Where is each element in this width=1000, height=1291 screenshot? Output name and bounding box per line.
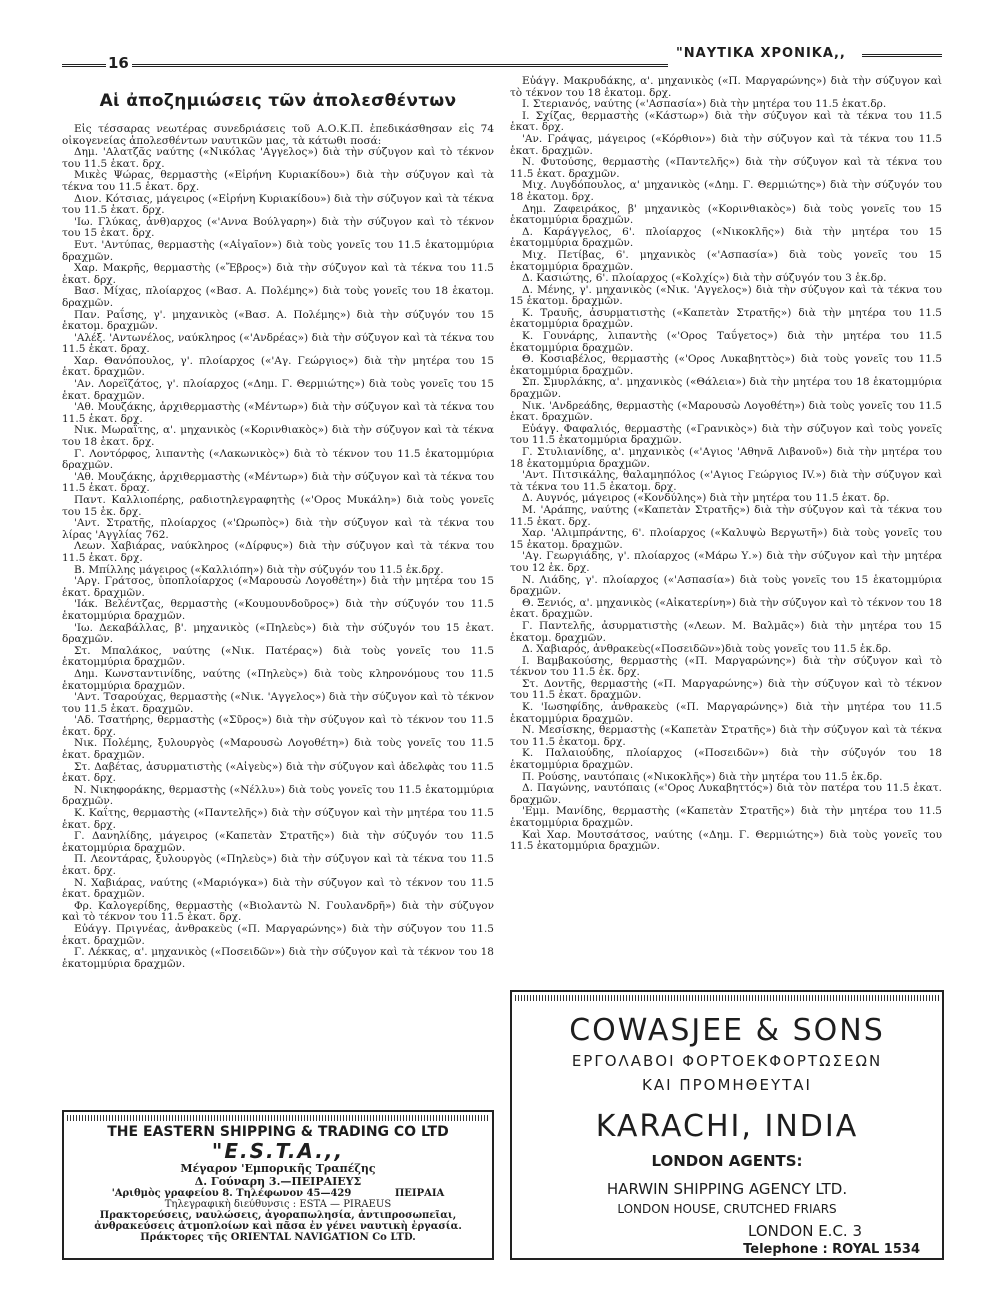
compensation-entry: Παν. Ραΐσης, γ'. μηχανικὸς («Βασ. Α. Πολέμης») διὰ τὴν σύζυγόν του 15 ἑκατομ. δραχμῶν.: [62, 308, 494, 333]
esta-address: Δ. Γούναρη 3.—ΠΕΙΡΑΙΕΥΣ: [194, 1175, 362, 1188]
compensation-entry: 'Αν. Γράψας, μάγειρος («Κόρθιον») διὰ τὴν σύζυγον καὶ τὰ τέκνα του 11.5 ἑκατ. δραχμῶν.: [510, 132, 942, 157]
compensation-entry: Εὐάγγ. Πριγνέας, ἀνθρακεὺς («Π. Μαργαρώνης») διὰ τὴν σύζυγον του 11.5 ἑκατ. δραχμῶν.: [62, 922, 494, 947]
compensation-entry: Θ. Ξενιός, α'. μηχανικὸς («Αἰκατερίνη») διὰ τὴν σύζυγον καὶ τὸ τέκνον του 18 ἑκατ. δραχμῶν.: [510, 596, 942, 621]
compensation-entry: Κ. Τραυῆς, ἀσυρματιστὴς («Καπετὰν Στρατῆς») διὰ τὴν μητέρα του 11.5 ἑκατομμύρια δραχμῶν.: [510, 306, 942, 331]
compensation-entry: Ι. Βαμβακούσης, θερμαστὴς («Π. Μαργαρώνης») διὰ τὴν σύζυγον καὶ τὸ τέκνον του 11.5 ἑκ. δρχ.: [510, 654, 942, 679]
compensation-entry: Λεων. Χαβιάρας, ναύκληρος («Δίρφυς») διὰ τὴν σύζυγον καὶ τὰ τέκνα του 11.5 ἑκατ. δρχ.: [62, 540, 494, 564]
compensation-entry: Δ. Κασιώτης, 6'. πλοίαρχος («Κολχίς») διὰ τὴν σύζυγόν του 3 ἑκ.δρ.: [522, 272, 887, 285]
compensation-entry: Ν. Νικηφοράκης, θερμαστὴς («Νέλλυ») διὰ τοὺς γονεῖς του 11.5 ἑκατομμύρια δραχμῶν.: [62, 783, 494, 808]
compensation-entry: Δ. Χαβιαρός, ἀνθρακεὺς(«Ποσειδῶν»)διὰ τοὺς γονεῖς του 11.5 ἑκ.δρ.: [522, 643, 892, 656]
right-entries-list: [510, 76, 942, 853]
compensation-entry: Παντ. Καλλιοπέρης, ραδιοτηλεγραφητὴς («'Ορος Μυκάλη») διὰ τοὺς γονεῖς του 15 ἑκ. δρχ.: [62, 494, 494, 518]
cowasjee-postal: LONDON E.C. 3: [748, 1222, 862, 1240]
compensation-entry: 'Αντ. Τσαρούχας, θερμαστὴς («Νικ. 'Αγγελος») διὰ τὴν σύζυγον καὶ τὸ τέκνον του 11.5 ἑκατ. δραχμῶν.: [62, 691, 494, 715]
compensation-entry: Μικὲς Ψώρας, θερμαστὴς («Εἰρήνη Κυριακίδου») διὰ τὴν σύζυγον καὶ τὰ τέκνα του 11.5 ἑκατ. δρχ.: [62, 169, 494, 193]
compensation-entry: Ν. Μεσίσκης, θερμαστὴς («Καπετὰν Στρατῆς») διὰ τὴν σύζυγον καὶ τὰ τέκνα του 11.5 ἑκατομ. δρχ.: [510, 724, 942, 748]
compensation-entry: Νικ. Πολέμης, ξυλουργὸς («Μαρουσὼ Λογοθέτη») διὰ τοὺς γονεῖς του 11.5 ἑκατ. δραχμῶν.: [62, 737, 494, 762]
compensation-entry: Ευτ. 'Αντύπας, θερμαστὴς («Αἰγαῖον») διὰ τοὺς γονεῖς του 11.5 ἑκατομμύρια δραχμῶν.: [62, 238, 494, 263]
esta-phone-row: [64, 1188, 492, 1199]
esta-company-name: THE EASTERN SHIPPING & TRADING CO LTD: [107, 1124, 449, 1140]
compensation-entry: 'Αργ. Γράτσος, ὑποπλοίαρχος («Μαρουσὼ Λογοθέτη») διὰ τὴν μητέρα του 15 ἑκατ. δραχμῶν.: [62, 575, 494, 599]
compensation-entry: Θ. Κοσιαβέλος, θερμαστὴς («'Ορος Λυκαβηττὸς») διὰ τοὺς γονεῖς του 11.5 ἑκατομμύρια δραχμῶν.: [510, 353, 942, 377]
esta-short-name: "E.S.T.A.,,: [211, 1139, 345, 1163]
compensation-entry: Μιχ. Λυγδόπουλος, α' μηχανικὸς («Δημ. Γ. Θερμιώτης») διὰ τὴν σύζυγόν του 18 ἑκατομ. δρχ.: [510, 179, 942, 203]
compensation-entry: Νικ. Μωραΐτης, α'. μηχανικὸς («Κορινθιακὸς») διὰ τὴν σύζυγον καὶ τὰ τέκνα του 18 ἑκατ. δρχ.: [62, 424, 494, 449]
esta-agents: Πράκτορες τῆς ORIENTAL NAVIGATION Co LTD.: [140, 1232, 416, 1243]
compensation-entry: Γ. Παντελῆς, ἀσυρματιστὴς («Λεων. Μ. Βαλμᾶς») διὰ τὴν μητέρα του 15 ἑκατομ. δραχμῶν.: [510, 619, 942, 644]
compensation-entry: Γ. Λέκκας, α'. μηχανικὸς («Ποσειδῶν») διὰ τὴν σύζυγον καὶ τὰ τέκνον του 18 ἑκατομμύρια δραχμῶν.: [62, 946, 494, 970]
compensation-entry: 'Αθ. Μουζάκης, ἀρχιθερμαστὴς («Μέντωρ») διὰ τὴν σύζυγον καὶ τὰ τέκνα του 11.5 ἑκατ. δραχ.: [62, 470, 494, 495]
esta-top-border: [67, 1115, 489, 1121]
compensation-entry: Στ. Μπαλάκος, ναύτης («Νικ. Πατέρας») διὰ τοὺς γονεῖς του 11.5 ἑκατομμύρια δραχμῶν.: [62, 644, 494, 669]
cowasjee-advertisement: [510, 990, 944, 1260]
compensation-entry: Νικ. 'Ανδρεάδης, θερμαστὴς («Μαρουσὼ Λογοθέτη») διὰ τοὺς γονεῖς του 11.5 ἑκατ. δραχμῶν.: [510, 399, 942, 424]
esta-building: Μέγαρον 'Εμπορικῆς Τραπέζης: [180, 1162, 376, 1175]
compensation-entry: Γ. Δανηλίδης, μάγειρος («Καπετὰν Στρατῆς») διὰ τὴν σύζυγόν του 11.5 ἑκατομμύρια δραχμῶν.: [62, 830, 494, 854]
compensation-entry: Καὶ Χαρ. Μουτσάτσος, ναύτης («Δημ. Γ. Θερμιώτης») διὰ τοὺς γονεῖς του 11.5 ἑκατομμύρια δραχμῶν.: [510, 828, 942, 853]
cowasjee-company-name: COWASJEE & SONS: [569, 1013, 885, 1048]
compensation-entry: Π. Ρούσης, ναυτόπαις («Νικοκλῆς») διὰ τὴν μητέρα του 11.5 ἑκ.δρ.: [522, 770, 883, 783]
compensation-entry: Π. Λεοντάρας, ξυλουργὸς («Πηλεὺς») διὰ τὴν σύζυγον καὶ τὰ τέκνα του 11.5 ἑκατ. δρχ.: [62, 853, 494, 877]
compensation-entry: Δημ. Ζαφειράκος, β' μηχανικὸς («Κορινθιακὸς») διὰ τοὺς γονεῖς του 15 ἑκατομμύρια δραχμῶν.: [510, 202, 942, 227]
cowasjee-agency: HARWIN SHIPPING AGENCY LTD.: [606, 1180, 848, 1198]
cowasjee-line-2: ΚΑΙ ΠΡΟΜΗΘΕΥΤΑΙ: [642, 1076, 812, 1094]
article-title: Αἱ ἀποζημιώσεις τῶν ἀπολεσθέντων: [99, 91, 457, 111]
compensation-entry: Γ. Λοντόρφος, λιπαντὴς («Λακωνικὸς») διὰ τὸ τέκνον του 11.5 ἑκατομμύρια δραχμῶν.: [62, 447, 494, 472]
compensation-entry: Δ. Μένης, γ'. μηχανικὸς («Νικ. 'Αγγελος») διὰ τὴν σύζυγον καὶ τὰ τέκνα του 15 ἑκατομ. δραχμῶν.: [510, 283, 942, 308]
header-rule-middle: [132, 64, 668, 67]
compensation-entry: 'Αλέξ. 'Αντωνέλος, ναύκληρος («'Ανδρέας») διὰ τὴν σύζυγον καὶ τὰ τέκνα του 11.5 ἑκατ. δραχ.: [62, 331, 494, 356]
cowasjee-house: LONDON HOUSE, CRUTCHED FRIARS: [617, 1202, 837, 1216]
compensation-entry: 'Ιω. Γλύκας, ἀνθ)αρχος («'Αννα Βούλγαρη») διὰ τὴν σύζυγον καὶ τὸ τέκνον του 15 ἑκατ. δρχ.: [62, 215, 494, 240]
compensation-entry: 'Αγ. Γεωργιάδης, γ'. πλοίαρχος («Μάρω Υ.») διὰ τὴν σύζυγον καὶ τὴν μητέρα του 12 ἑκ. δρχ.: [510, 550, 942, 574]
compensation-entry: Ι. Στεριανός, ναύτης («'Ασπασία») διὰ τὴν μητέρα του 11.5 ἑκατ.δρ.: [522, 98, 887, 111]
compensation-entry: Εὐάγγ. Φαφαλιός, θερμαστὴς («Γρανικὸς») διὰ τὴν σύζυγον καὶ τοὺς γονεῖς του 11.5 ἑκατομμύρια δραχμῶν.: [510, 422, 942, 447]
compensation-entry: 'Αντ. Στρατῆς, πλοίαρχος («'Ωρωπὸς») διὰ τὴν σύζυγον καὶ τὰ τέκνα του λίρας 'Αγγλίας 762.: [62, 517, 494, 541]
compensation-entry: Εὐάγγ. Μακρυδάκης, α'. μηχανικὸς («Π. Μαργαρώνης») διὰ τὴν σύζυγον καὶ τὸ τέκνον του 18 ἑκατομ. δρχ.: [510, 75, 942, 99]
esta-phone: 'Αριθμὸς γραφείου 8. Τηλέφωνον 45—429: [111, 1188, 352, 1199]
compensation-entry: Μιχ. Πετίβας, 6'. μηχανικὸς («'Ασπασία») διὰ τοὺς γονεῖς του 15 ἑκατομμύρια δραχμῶν.: [510, 248, 942, 273]
compensation-entry: Μ. 'Αράπης, ναύτης («Καπετὰν Στρατῆς») διὰ τὴν σύζυγον καὶ τὰ τέκνα του 11.5 ἑκατ. δρχ.: [510, 503, 942, 528]
compensation-entry: Ι. Σχίζας, θερμαστὴς («Κάστωρ») διὰ τὴν σύζυγον καὶ τὰ τέκνα του 11.5 ἑκατ. δρχ.: [510, 109, 942, 134]
running-head: "ΝΑΥΤΙΚΑ ΧΡΟΝΙΚΑ,,: [676, 46, 846, 61]
compensation-entry: 'Αντ. Πιτσικάλης, θαλαμηπόλος («'Αγιος Γεώργιος IV.») διὰ τὴν σύζυγον καὶ τὰ τέκνα του 11.5 ἑκατομ. δρχ.: [510, 469, 942, 493]
header-rule-left: [62, 64, 106, 67]
cowasjee-top-border: [515, 995, 939, 1001]
compensation-entry: Β. Μπίλλης μάγειρος («Καλλιόπη») διὰ τὴν σύζυγόν του 11.5 ἑκ.δρχ.: [74, 563, 444, 576]
compensation-entry: Κ. Παλαιούδης, πλοίαρχος («Ποσειδῶν») διὰ τὴν σύζυγόν του 18 ἑκατομμύρια δραχμῶν.: [510, 747, 942, 772]
compensation-entry: Ν. Χαβιάρας, ναύτης («Μαριόγκα») διὰ τὴν σύζυγον καὶ τὸ τέκνον του 11.5 ἑκατ. δραχμῶν.: [62, 876, 494, 901]
compensation-entry: 'Αδ. Τσατήρης, θερμαστὴς («Σῦρος») διὰ τὴν σύζυγον καὶ τὸ τέκνον του 11.5 ἑκατ. δρχ.: [62, 714, 494, 738]
compensation-entry: 'Ιάκ. Βελέντζας, θερμαστὴς («Κουμουνδοῦρος») διὰ τὴν σύζυγόν του 11.5 ἑκατομμύρια δραχμῶν.: [62, 598, 494, 622]
cowasjee-city: KARACHI, INDIA: [595, 1109, 859, 1144]
header-rule-right: [862, 54, 942, 57]
compensation-entry: 'Ιω. Δεκαβάλλας, β'. μηχανικὸς («Πηλεὺς») διὰ τὴν σύζυγόν του 15 ἑκατ. δραχμῶν.: [62, 621, 494, 646]
right-column: [510, 76, 942, 853]
esta-city: ΠΕΙΡΑΙΑ: [394, 1188, 445, 1199]
compensation-entry: Δημ. Κωνσταντινίδης, ναύτης («Πηλεὺς») διὰ τοὺς κληρονόμους του 11.5 ἑκατομμύρια δραχμῶν.: [62, 667, 494, 692]
compensation-entry: Δ. Καράγγελος, 6'. πλοίαρχος («Νικοκλῆς») διὰ τὴν μητέρα του 15 ἑκατομμύρια δραχμῶν.: [510, 225, 942, 250]
esta-services-1: Πρακτορεύσεις, ναυλώσεις, ἀγοραπωλησία, ἀντιπροσωπεῖαι,: [99, 1210, 457, 1221]
compensation-entry: Χαρ. Θανόπουλος, γ'. πλοίαρχος («'Αγ. Γεώργιος») διὰ τὴν μητέρα του 15 ἑκατ. δραχμῶν.: [62, 354, 494, 379]
compensation-entry: Κ. 'Ιωσηφίδης, ἀνθρακεὺς («Π. Μαργαρώνης») διὰ τὴν μητέρα του 11.5 ἑκατομμύρια δραχμῶν.: [510, 701, 942, 725]
cowasjee-agents-heading: LONDON AGENTS:: [651, 1152, 803, 1170]
compensation-entry: Δ. Αυγνός, μάγειρος («Κονδύλης») διὰ τὴν μητέρα του 11.5 ἑκατ. δρ.: [522, 492, 890, 505]
compensation-entry: 'Αθ. Μουζάκης, ἀρχιθερμαστὴς («Μέντωρ») διὰ τὴν σύζυγον καὶ τὰ τέκνα του 11.5 ἑκατ. δρχ.: [62, 401, 494, 425]
compensation-entry: 'Αν. Λορεϊζάτος, γ'. πλοίαρχος («Δημ. Γ. Θερμιώτης») διὰ τοὺς γονεῖς του 15 ἑκατ. δραχμῶν.: [62, 378, 494, 402]
compensation-entry: Δ. Παγώνης, ναυτόπαις («'Ορος Λυκαβηττός») διὰ τὸν πατέρα του 11.5 ἑκατ. δραχμῶν.: [510, 782, 942, 806]
esta-services-2: ἀνθρακεύσεις ἀτμοπλοίων καὶ πᾶσα ἐν γένει ναυτικὴ ἐργασία.: [94, 1221, 462, 1232]
compensation-entry: Ν. Λιάδης, γ'. πλοίαρχος («'Ασπασία») διὰ τοὺς γονεῖς του 15 ἑκατομμύρια δραχμῶν.: [510, 573, 942, 598]
compensation-entry: Κ. Γουνάρης, λιπαντὴς («'Ορος Ταΰγετος») διὰ τὴν μητέρα του 11.5 ἑκατομμύρια δραχμῶν.: [510, 330, 942, 354]
compensation-entry: Φρ. Καλογερίδης, θερμαστὴς («Βιολαντὼ Ν. Γουλανδρῆ») διὰ τὴν σύζυγον καὶ τὸ τέκνον του 11.5 ἑκατ. δρχ.: [62, 899, 494, 924]
page-number: 16: [108, 54, 129, 72]
compensation-entry: Βασ. Μίχας, πλοίαρχος («Βασ. Α. Πολέμης») διὰ τοὺς γονεῖς του 18 ἑκατομ. δραχμῶν.: [62, 285, 494, 309]
compensation-entry: Διον. Κότσιας, μάγειρος («Εἰρήνη Κυριακίδου») διὰ τὴν σύζυγον καὶ τὰ τέκνα του 11.5 ἑκατ. δρχ.: [62, 192, 494, 217]
compensation-entry: Δημ. 'Αλατζᾶς ναύτης («Νικόλας 'Αγγελος») διὰ τὴν σύζυγον καὶ τὸ τέκνον του 11.5 ἑκατ. δρχ.: [62, 146, 494, 170]
compensation-entry: 'Εμμ. Μανίδης, θερμαστὴς («Καπετὰν Στρατῆς») διὰ τὴν μητέρα του 11.5 ἑκατομμύρια δραχμῶν.: [510, 805, 942, 829]
compensation-entry: Χαρ. Μακρῆς, θερμαστὴς («Ἔβρος») διὰ τὴν σύζυγον καὶ τὰ τέκνα του 11.5 ἑκατ. δρχ.: [62, 262, 494, 286]
article-intro: Εἰς τέσσαρας νεωτέρας συνεδριάσεις τοῦ Α.Ο.Κ.Π. ἐπεδικάσθησαν εἰς 74 οἰκογενείας ἀπολεσθέντων ναυτικῶν μας, τὰ κάτωθι ποσά:: [62, 123, 494, 147]
left-entries-list: [62, 147, 494, 970]
compensation-entry: Ν. Φυτούσης, θερμαστὴς («Παντελῆς») διὰ τὴν σύζυγον καὶ τὰ τέκνα του 11.5 ἑκατ. δραχμῶν.: [510, 156, 942, 180]
compensation-entry: Χαρ. 'Αλιμπράντης, 6'. πλοίαρχος («Καλυψὼ Βεργωτῆ») διὰ τοὺς γονεῖς του 15 ἑκατομ. δραχμῶν.: [510, 527, 942, 551]
compensation-entry: Στ. Δαβέτας, ἀσυρματιστὴς («Αἰγεὺς») διὰ τὴν σύζυγον καὶ ἀδελφὰς του 11.5 ἑκατ. δρχ.: [62, 760, 494, 785]
esta-advertisement: [62, 1110, 494, 1260]
esta-telegraph: Τηλεγραφικὴ διεύθυνσις : ESTA — PIRAEUS: [164, 1199, 392, 1210]
cowasjee-telephone: Telephone : ROYAL 1534: [743, 1242, 920, 1257]
compensation-entry: Στ. Δοντῆς, θερμαστὴς («Π. Μαργαρώνης») διὰ τὴν σύζυγον καὶ τὸ τέκνον του 11.5 ἑκατ. δραχμῶν.: [510, 677, 942, 702]
compensation-entry: Σπ. Σμυρλάκης, α'. μηχανικὸς («Θάλεια») διὰ τὴν μητέρα του 18 ἑκατομμύρια δραχμῶν.: [510, 376, 942, 401]
left-column: [62, 80, 494, 970]
compensation-entry: Κ. Καΐτης, θερμαστὴς («Παντελῆς») διὰ τὴν σύζυγον καὶ τὴν μητέρα του 11.5 ἑκατ. δρχ.: [62, 807, 494, 831]
compensation-entry: Γ. Στυλιανίδης, α'. μηχανικὸς («'Αγιος 'Αθηνᾶ Λιβανοῦ») διὰ τὴν μητέρα του 18 ἑκατομμύρια δραχμῶν.: [510, 446, 942, 470]
cowasjee-line-1: ΕΡΓΟΛΑΒΟΙ ΦΟΡΤΟΕΚΦΟΡΤΩΣΕΩΝ: [571, 1052, 883, 1070]
